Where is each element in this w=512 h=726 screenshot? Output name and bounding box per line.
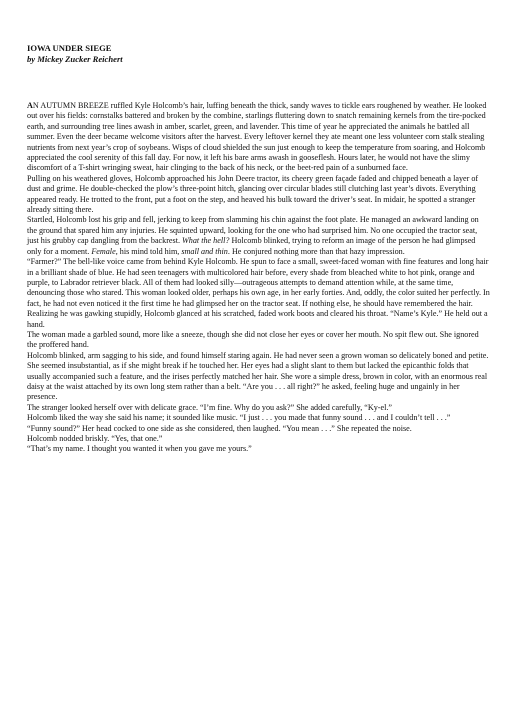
paragraph-text: Holcomb blinked, trying to reform an image of the person he had glimpsed only for a moment. xyxy=(27,236,476,256)
paragraph-text: . He conjured nothing more than that hazy impression. xyxy=(227,246,405,256)
italic-thought: Female xyxy=(91,246,116,256)
author-byline: by Mickey Zucker Reichert xyxy=(27,54,123,64)
paragraph-3 xyxy=(27,215,490,257)
paragraph-6: The woman made a garbled sound, more like a sneeze, though she did not close her eyes or cover her mouth. No spit flew out. She ignored the proffered hand. xyxy=(27,329,479,350)
paragraph-12: “That’s my name. I thought you wanted it when you gave me yours.” xyxy=(27,444,252,454)
drop-cap: A xyxy=(27,101,33,110)
paragraph-text: , his mind told him, xyxy=(115,246,182,256)
paragraph-7: Holcomb blinked, arm sagging to his side, and found himself staring again. He had never seen a grown woman so delicately boned and petite. She seemed insubstantial, as if she might break if he touched her. Her eyes had a slight slant to them but lacked the epicanthic folds that usually accompanied such a feature, and the irises perfectly matched her hair. She wore a simple dress, brown in color, with an enormous real daisy at the waist attached by its own long stem rather than a belt. “Are you . . . all right?” he asked, feeling huge and ungainly in her presence. xyxy=(27,350,489,402)
paragraph-1 xyxy=(27,101,490,174)
paragraph-10: “Funny sound?” Her head cocked to one side as she considered, then laughed. “You mean . . .” She repeated the noise. xyxy=(27,423,412,433)
italic-thought: small and thin xyxy=(181,246,228,256)
paragraph-text: N AUTUMN BREEZE ruffled Kyle Holcomb’s hair, luffing beneath the thick, sandy waves to tickle ears roughened by weather. He looked out over his fields: cornstalks battered and broken by the combine, starlings fluttering down to snatch remaining kernels from the tire-pocked earth, and surrounding tree lines awash in amber, scarlet, green, and lavender. This time of year he appreciated the animals he battled all summer. Even the deer became welcome visitors after the harvest. Every leftover kernel they ate meant one less volunteer corn stalk stealing nutrients from next year’s crop of soybeans. Wisps of cloud shielded the sun just enough to keep the temperature from soaring, and Holcomb appreciated the cool serenity of this fall day. For now, it left his bare arms awash in gooseflesh. Hours later, he would not have the slimy discomfort of a T-shirt wringing sweat, hair clinging to the back of his neck, or the beet-red pain of a sunburned face. xyxy=(27,101,487,173)
paragraph-text: Startled, Holcomb lost his grip and fell, jerking to keep from slamming his chin against the foot plate. He managed an awkward landing on the ground that spared him any injuries. He squinted upward, looking for the one who had surprised him. No one occupied the tractor seat, just his grubby cap dangling from the backrest. xyxy=(27,215,479,246)
paragraph-8: The stranger looked herself over with delicate grace. “I’m fine. Why do you ask?” She added carefully, “Ky-el.” xyxy=(27,402,393,412)
paragraph-9: Holcomb liked the way she said his name; it sounded like music. “I just . . . you made that funny sound . . . and I couldn’t tell . . .” xyxy=(27,413,451,423)
italic-thought: What the hell? xyxy=(182,236,230,246)
paragraph-2: Pulling on his weathered gloves, Holcomb approached his John Deere tractor, its cheery green façade faded and chipped beneath a layer of dust and grime. He double-checked the plow’s three-point hitch, glancing over circular blades still clutching last year’s divots. Everything appeared ready. He trotted to the front, put a foot on the step, and heaved his bulk toward the driver’s seat. In midair, he spotted a stranger already sitting there. xyxy=(27,173,479,215)
paragraph-4: “Farmer?” The bell-like voice came from behind Kyle Holcomb. He spun to face a small, sweet-faced woman with fine features and long hair in a brilliant shade of blue. He had seen teenagers with multicolored hair before, every shade from bleached white to hot pink, orange and purple, to Labrador retriever black. All of them had looked silly—outrageous attempts to demand attention while, at the same time, denouncing those who stared. This woman looked older, perhaps his own age, in her early forties. And, oddly, the color suited her perfectly. In fact, he had not even noticed it the first time he had glimpsed her on the tractor seat. If nothing else, he should have remembered the hair. xyxy=(27,257,490,308)
document-page xyxy=(27,43,490,455)
paragraph-11: Holcomb nodded briskly. “Yes, that one.” xyxy=(27,434,163,443)
story-title: IOWA UNDER SIEGE xyxy=(27,43,112,53)
paragraph-5: Realizing he was gawking stupidly, Holcomb glanced at his scratched, faded work boots and cleared his throat. “Name’s Kyle.” He held out a hand. xyxy=(27,309,488,329)
